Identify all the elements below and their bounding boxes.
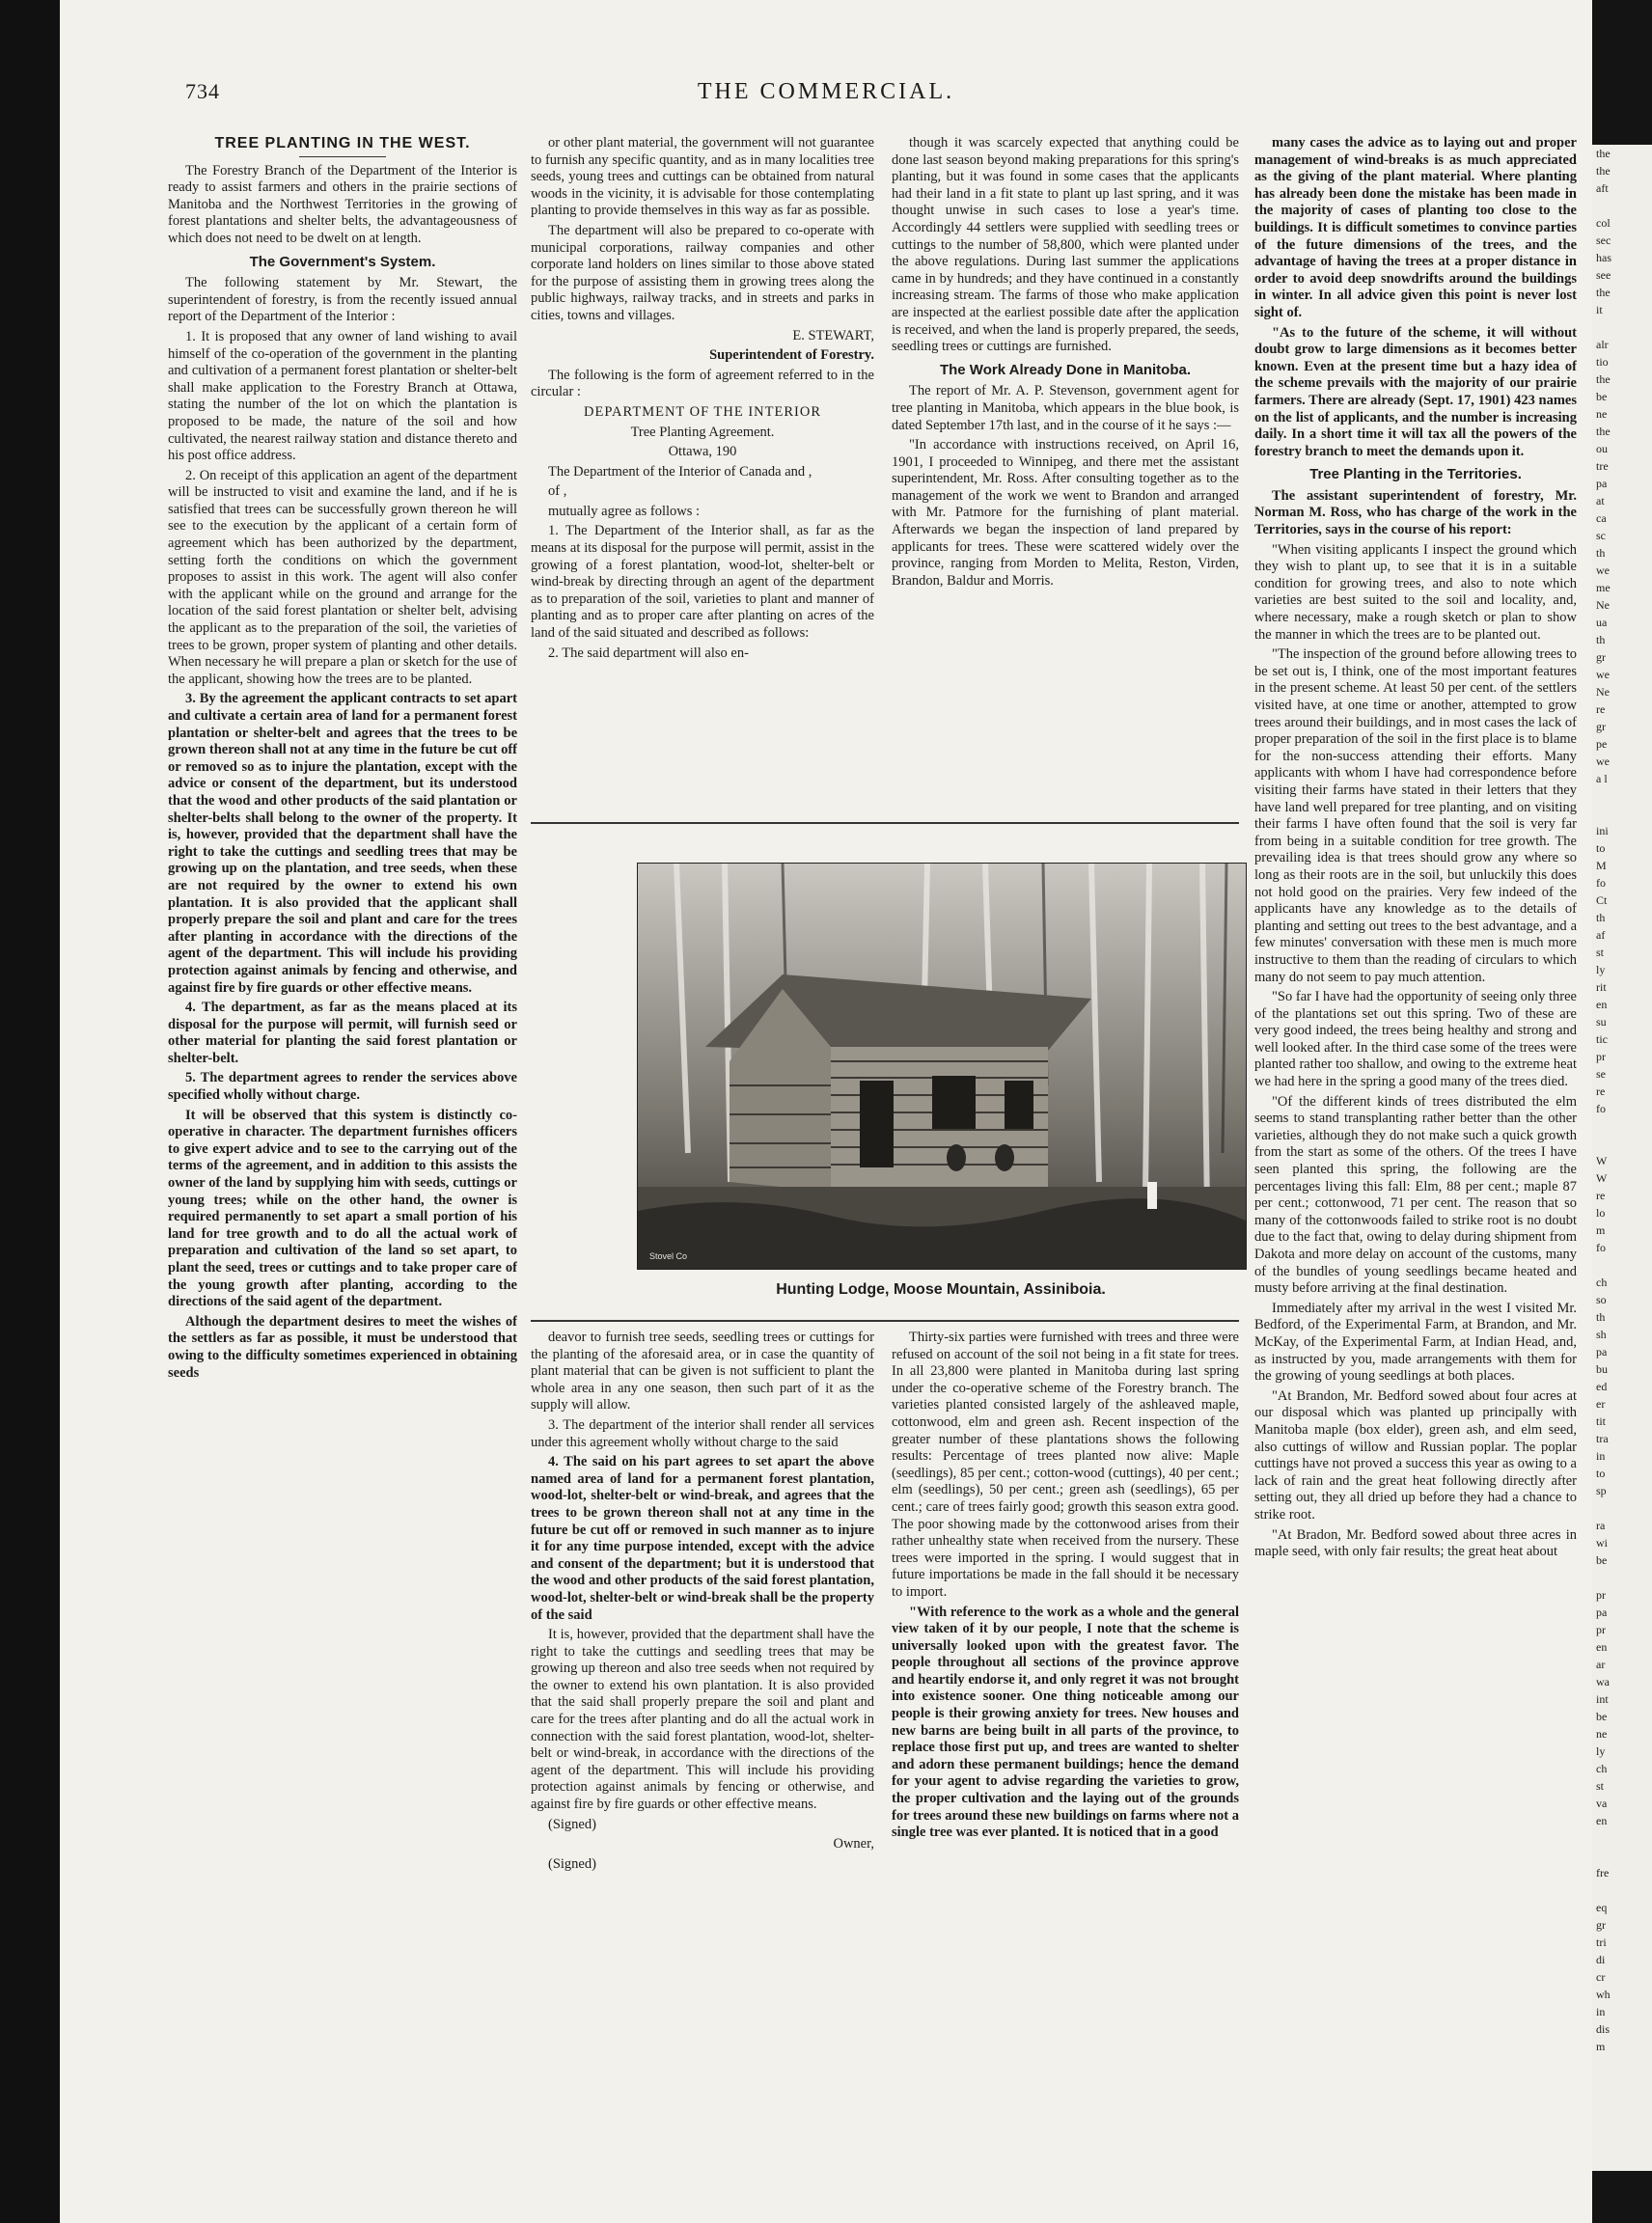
adjacent-page-line: see [1596, 268, 1611, 282]
adjacent-page-line: ch [1596, 1276, 1608, 1289]
adjacent-page-line: va [1596, 1797, 1608, 1810]
adjacent-page-line: m [1596, 1223, 1606, 1237]
engraver-mark: Stovel Co [649, 1251, 688, 1261]
paragraph: Although the department desires to meet the wishes of the settlers as far as possible, it must be understood that owing to the difficulty sometimes experienced in obtaining seeds [168, 1313, 517, 1381]
adjacent-page-line: re [1596, 1084, 1606, 1098]
adjacent-page-line [1592, 1881, 1652, 1899]
paragraph: "The inspection of the ground before allowing trees to be set out is, I think, one of the most important features in the present scheme. At least 50 per cent. of the settlers visited have, at one time or another, attempted to grow trees around their buildings, and in most cases the lack of proper preparation of the soil in the first place is to blame for the non-success attending their efforts. Many applicants with whom I have had correspondence before visiting their farms have stated in their letters that they have land well prepared for tree planting, and on visiting their farms I have often found that the soil is very far from being in a suitable condition for tree growth. The prevailing idea is that trees should grow any where so long as their roots are in the soil, but unluckily this does not hold good on the prairies. Very few indeed of the applicants have any knowledge as to the details of planting and setting out trees to the best advantage, and a few minutes' conversation with these men is much more instructive to them than the reading of circulars to which many do not seem to pay much attention. [1254, 646, 1577, 985]
adjacent-page-line: me [1596, 581, 1611, 594]
paragraph: many cases the advice as to laying out and proper management of wind-breaks is as much appreciated as the giving of the plant material. Where planting has already been done the mistake has been made in the majority of cases of planting too close to the buildings. It is difficult sometimes to convince parties of the future dimensions of the trees, and the advantage of having the trees at a proper distance in order to avoid deep snowdrifts around the buildings in winter. In all advice given this point is never lost sight of. [1254, 135, 1577, 320]
paragraph: or other plant material, the government will not guarantee to furnish any specific quantity, and as in many localities tree seeds, young trees and cuttings can be obtained from natural woods in the vicinity, it is advisable for those contemplating planting to provide themselves in this way as far as possible. [531, 135, 874, 219]
column-3-top [892, 135, 1239, 810]
section-rule [531, 1320, 1239, 1322]
adjacent-page-line [1592, 1256, 1652, 1274]
adjacent-page-line: tic [1596, 1032, 1608, 1046]
subheading: The Work Already Done in Manitoba. [939, 361, 1192, 378]
adjacent-page-line: re [1596, 702, 1606, 716]
adjacent-page-line: sh [1596, 1328, 1607, 1341]
adjacent-page-line: Ct [1596, 893, 1608, 907]
adjacent-page-line: sp [1596, 1484, 1607, 1497]
adjacent-page-line: wh [1596, 1988, 1611, 2001]
adjacent-page-line: tio [1596, 355, 1609, 369]
article-title: TREE PLANTING IN THE WEST. [214, 135, 471, 151]
adjacent-page-line: ar [1596, 1658, 1606, 1671]
running-header [60, 79, 1592, 118]
adjacent-page-line: W [1596, 1171, 1608, 1185]
adjacent-page-line: ne [1596, 407, 1608, 421]
adjacent-page-line [1592, 318, 1652, 336]
adjacent-page-line: Ne [1596, 598, 1610, 612]
adjacent-page-line: pr [1596, 1623, 1606, 1636]
paragraph: 5. The department agrees to render the services above specified wholly without charge. [168, 1070, 517, 1104]
form-heading: DEPARTMENT OF THE INTERIOR [584, 403, 821, 420]
form-line: mutually agree as follows : [548, 503, 701, 519]
hunting-lodge-photo [637, 863, 1247, 1270]
adjacent-page-line: int [1596, 1692, 1609, 1706]
paragraph: 3. By the agreement the applicant contracts to set apart and cultivate a certain area of land for a permanent forest plantation or shelter-belt and agrees that the trees to be grown thereon shall not at any time in the future be cut off or removed so as to injure the plantation, except with the advice or consent of the department, but its understood that the wood and other products of the said plantation or shelter-belts shall belong to the owner of the property. It is, however, provided that the department shall have the right to take the cuttings and seedling trees that may be growing up on the plantation, and tree seeds, when these are not required by the owner to extend his own plantation. It is also provided that the applicant shall properly prepare the soil and plant and care for the trees after planting in accordance with the directions of the agent of the department. This will include his providing protection against animals by fencing and otherwise, and against fire by fire guards or other effective means. [168, 691, 517, 996]
adjacent-page-line: pa [1596, 477, 1608, 490]
adjacent-page-line: ly [1596, 963, 1606, 976]
adjacent-page-line: ou [1596, 442, 1608, 455]
adjacent-page-line: ly [1596, 1744, 1606, 1758]
adjacent-page-line: rit [1596, 980, 1607, 994]
adjacent-page-line: st [1596, 1779, 1605, 1793]
adjacent-page-line: gr [1596, 720, 1606, 733]
paragraph: "So far I have had the opportunity of seeing only three of the plantations set out this spring. Two of these are very good indeed, the trees being healthy and strong and well looked after. In the third case some of the trees were planted rather too shallow, and owing to the extreme heat we had here in the spring a good many of the trees died. [1254, 989, 1577, 1090]
adjacent-page-fragment [1592, 145, 1652, 2171]
adjacent-page-line: to [1596, 1467, 1606, 1480]
paragraph: 4. The department, as far as the means placed at its disposal for the purpose will permit, will furnish seed or other material for planting the said forest plantation or shelter-belt. [168, 1000, 517, 1066]
adjacent-page-line [1592, 1829, 1652, 1847]
adjacent-page-line: in [1596, 1449, 1606, 1463]
signature-line: (Signed) [548, 1816, 596, 1832]
paragraph: The Forestry Branch of the Department of the Interior is ready to assist farmers and others in the prairie sections of Manitoba and the Northwest Territories in the growing of forest plantations and shelter belts, the advantageousness of which does not need to be dwelt on at length. [168, 162, 517, 246]
adjacent-page-line: fre [1596, 1866, 1610, 1880]
adjacent-page-line: th [1596, 546, 1606, 560]
signature-line: (Signed) [548, 1855, 596, 1872]
paragraph: 2. On receipt of this application an agent of the department will be instructed to visit and examine the land, and if he is satisfied that trees can be successfully grown thereon he will see to the execution by the applicant of a certain form of agreement which has been authorized by the department, setting forth the conditions on which the government proposes to assist in this work. The agent will also confer with the applicant while on the ground and arrange for the location of the said forest plantation or shelter belt, advising the applicant as to the preparation of the soil, the varieties of trees to be grown, proper system of planting and other details. When necessary he will prepare a plan or sketch for the use of the applicant, showing how the trees are to be planted. [168, 467, 517, 687]
column-2-top [531, 135, 874, 810]
adjacent-page-line [1592, 1499, 1652, 1517]
adjacent-page-line: pa [1596, 1606, 1608, 1619]
adjacent-page-line: pe [1596, 737, 1608, 751]
subheading: Tree Planting in the Territories. [1309, 466, 1522, 483]
paragraph: deavor to furnish tree seeds, seedling trees or cuttings for the planting of the aforesaid area, or in case the quantity of plant material that can be given is not sufficient to plant the whole area in any one season, then such part of it as the supply will allow. [531, 1330, 874, 1413]
adjacent-page-line: to [1596, 841, 1606, 855]
paragraph: 3. The department of the interior shall render all services under this agreement wholly without charge to the said [531, 1416, 874, 1450]
form-line: The Department of the Interior of Canada and , [548, 463, 812, 480]
adjacent-page-line: be [1596, 1710, 1608, 1723]
paragraph: though it was scarcely expected that anything could be done last season beyond making preparations for this spring's planting, but it was found in some cases that the applicants had their land in a fit state to plant up last spring, and it was thought unwise in such cases to lose a year's time. Accordingly 44 settlers were supplied with seedling trees or cuttings to the number of 58,800, which were planted under the above regulations. During last summer the applications came in by hundreds; and they have continued in a constantly increasing stream. The farms of those who make application are inspected at the earliest possible date after the application is received, and when the land is properly prepared, the seeds, seedling trees or cuttings are furnished. [892, 135, 1239, 355]
adjacent-page-line: the [1596, 425, 1611, 438]
adjacent-page-line: we [1596, 668, 1610, 681]
adjacent-page-line [1592, 197, 1652, 214]
adjacent-page-line: wa [1596, 1675, 1610, 1688]
adjacent-page-line [1592, 787, 1652, 805]
adjacent-page-line: pr [1596, 1588, 1606, 1602]
adjacent-page-line: th [1596, 633, 1606, 646]
paragraph: "At Bradon, Mr. Bedford sowed about three acres in maple seed, with only fair results; the great heat about [1254, 1526, 1577, 1560]
adjacent-page-line: su [1596, 1015, 1607, 1029]
adjacent-page-line: m [1596, 2040, 1606, 2053]
adjacent-page-line: ra [1596, 1519, 1606, 1532]
adjacent-page-line: be [1596, 390, 1608, 403]
adjacent-page-line: fo [1596, 876, 1606, 890]
publication-title: THE COMMERCIAL. [697, 79, 955, 104]
form-subheading: Tree Planting Agreement. [630, 424, 775, 440]
adjacent-page-line: tre [1596, 459, 1609, 473]
adjacent-page-line: col [1596, 216, 1611, 230]
adjacent-page-line: in [1596, 2005, 1606, 2018]
paragraph: The report of Mr. A. P. Stevenson, government agent for tree planting in Manitoba, which appears in the blue book, is dated September 17th last, and in the course of it he says :— [892, 383, 1239, 433]
adjacent-page-line: eq [1596, 1901, 1608, 1914]
adjacent-page-line: er [1596, 1397, 1606, 1411]
column-3-bottom [892, 1330, 1239, 2092]
paragraph: "As to the future of the scheme, it will without doubt grow to large dimensions as it becomes better known. Even at the present time but a hazy idea of the scheme prevails with the majority of our prairie farmers. There are already (Sept. 17, 1901) 423 names on the list of applicants, and the number is increasing daily. In a short time it will tax all the powers of the forestry branch to meet the demands upon it. [1254, 324, 1577, 459]
adjacent-page-line: di [1596, 1953, 1606, 1966]
column-2-bottom [531, 1330, 874, 2092]
adjacent-page-line: at [1596, 494, 1605, 508]
adjacent-page-line: so [1596, 1293, 1607, 1306]
adjacent-page-line: en [1596, 1640, 1608, 1654]
paragraph: "When visiting applicants I inspect the ground which they wish to plant up, to see that it is in a suitable condition for growing trees, and also to note which varieties are best suited to the soil and locality, and, where necessary, make a rough sketch or plan to show the manner in which the trees are to be planted out. [1254, 541, 1577, 643]
adjacent-page-line: th [1596, 911, 1606, 924]
adjacent-page-line: fo [1596, 1241, 1606, 1254]
adjacent-page-line: has [1596, 251, 1611, 264]
adjacent-page-line: the [1596, 372, 1611, 386]
adjacent-page-line: wi [1596, 1536, 1608, 1550]
adjacent-page-line: be [1596, 1553, 1608, 1567]
adjacent-page-line: we [1596, 755, 1610, 768]
adjacent-page-line: dis [1596, 2022, 1611, 2036]
adjacent-page-line: sec [1596, 233, 1611, 247]
adjacent-page-line: pr [1596, 1050, 1606, 1063]
section-rule [531, 822, 1239, 824]
adjacent-page-line: tit [1596, 1414, 1607, 1428]
adjacent-page-line: lo [1596, 1206, 1606, 1220]
form-clause: 2. The said department will also en- [548, 645, 749, 661]
adjacent-page-line: af [1596, 928, 1606, 942]
form-place: Ottawa, 190 [668, 444, 737, 460]
photo-caption: Hunting Lodge, Moose Mountain, Assiniboia. [776, 1281, 1106, 1298]
adjacent-page-line: gr [1596, 650, 1606, 664]
newspaper-page [60, 0, 1592, 2223]
adjacent-page-line [1592, 1135, 1652, 1152]
column-1 [168, 135, 517, 2094]
adjacent-page-line [1592, 805, 1652, 822]
adjacent-page-line: Ne [1596, 685, 1610, 699]
page-number: 734 [185, 79, 220, 103]
subheading: The Government's System. [249, 253, 436, 270]
signature-name: E. STEWART, [792, 327, 874, 343]
adjacent-page-line: se [1596, 1067, 1606, 1081]
owner-label: Owner, [833, 1836, 874, 1852]
adjacent-page-line: re [1596, 1189, 1606, 1202]
paragraph: "Of the different kinds of trees distributed the elm seems to stand transplanting rather better than the other varieties, although they do not make such a quick growth from the start as some of the others. Of the trees I have seen planted this spring, the following are the percentages living this fall: Elm, 88 per cent.; maple 87 per cent.; cottonwood, 71 per cent. The reason that so many of the cottonwoods failed to strike root is no doubt due to the fact that, owing to delay during shipment from Dakota and more delay on account of the customs, many of the bundles of young seedlings became heated and musty before arriving at the final destination. [1254, 1093, 1577, 1297]
paragraph: "In accordance with instructions received, on April 16, 1901, I proceeded to Winnipeg, and there met the assistant superintendent, Mr. Ross. After consulting together as to the management of the work we went to Brandon and arranged with Mr. Patmore for the furnishing of plant material. Afterwards we began the inspection of land prepared by applicants for trees. These were scattered widely over the province, ranging from Morden to Melita, Reston, Virden, Brandon, Baldur and Morris. [892, 437, 1239, 589]
paragraph: "At Brandon, Mr. Bedford sowed about four acres at our disposal which was planted up principally with Manitoba maple (box elder), green ash, and elm seed, also cuttings of willow and Russian poplar. The poplar cuttings have not proved a success this year as owing to a lack of rain and the great heat following directly after setting out, they all dried up before they had a chance to strike root. [1254, 1387, 1577, 1523]
adjacent-page-line: ch [1596, 1762, 1608, 1775]
divider [299, 156, 386, 157]
adjacent-page-line: pa [1596, 1345, 1608, 1358]
adjacent-page-line: cr [1596, 1970, 1606, 1984]
adjacent-page-line: the [1596, 164, 1611, 178]
adjacent-page-line: we [1596, 563, 1610, 577]
paragraph: The assistant superintendent of forestry, Mr. Norman M. Ross, who has charge of the work in the Territories, says in the course of his report: [1254, 487, 1577, 538]
adjacent-page-line: tra [1596, 1432, 1609, 1445]
adjacent-page-line: th [1596, 1310, 1606, 1324]
adjacent-page-line: W [1596, 1154, 1608, 1167]
book-binding-shadow [0, 0, 60, 2223]
paragraph: The following statement by Mr. Stewart, the superintendent of forestry, is from the recently issued annual report of the Department of the Interior : [168, 275, 517, 325]
adjacent-page-line: the [1596, 286, 1611, 299]
paragraph: 1. It is proposed that any owner of land wishing to avail himself of the co-operation of the government in the planting and cultivation of a permanent forest plantation or shelter-belt shall make application to the Forestry Branch at Ottawa, stating the number of the lot on which the plantation is proposed to be made, the nature of the soil and how cultivated, the nearest railway station and distance thereto and his post office address. [168, 328, 517, 464]
form-clause: 1. The Department of the Interior shall, as far as the means at its disposal for the purpose will permit, assist in the growing of a forest plantation, wood-lot, shelter-belt or wind-break by directing through an agent of the department as to preparation of the soil, varieties to plant and manner of planting and as to proper care after planting on acres of the land of the said situated and described as follows: [531, 523, 874, 642]
adjacent-page-line: a l [1596, 772, 1608, 785]
adjacent-page-line: st [1596, 946, 1605, 959]
adjacent-page-line: ini [1596, 824, 1609, 837]
adjacent-page-line: ua [1596, 616, 1608, 629]
adjacent-page-line: alr [1596, 338, 1609, 351]
adjacent-page-line: it [1596, 303, 1603, 316]
adjacent-page-line: aft [1596, 181, 1609, 195]
adjacent-page-line: tri [1596, 1935, 1607, 1949]
adjacent-page-line: sc [1596, 529, 1606, 542]
paragraph: It will be observed that this system is distinctly co-operative in character. The department furnishes officers to give expert advice and to see to the carrying out of the terms of the agreement, and in addition to this assists the owner of the land by supplying him with seeds, cuttings or young trees; while on the other hand, the owner is required permanently to set apart a small portion of his land for tree growth and to do all the actual work of preparation and cultivation of the land so set apart, to plant the seed, trees or cuttings and to take proper care of the young growth after planting, according to the directions of the said agent of the department. [168, 1107, 517, 1310]
paragraph: It is, however, provided that the department shall have the right to take the cuttings and seedling trees that may be growing up thereon and also tree seeds when not required by the owner to extend his own plantation. It is also provided that the said shall properly prepare the soil and plant and care for the trees after planting and do all the actual work in connection with the said forest plantation, wood-lot, shelter-belt or wind-break, in accordance with the directions of the agent of the department. This will include his providing protection against animals by fencing or otherwise, and against fire by fire guards or other effective means. [531, 1627, 874, 1813]
adjacent-page-line: M [1596, 859, 1607, 872]
column-4 [1254, 135, 1577, 2094]
adjacent-page-line: en [1596, 1814, 1608, 1827]
adjacent-page-line: ed [1596, 1380, 1608, 1393]
paragraph: The following is the form of agreement referred to in the circular : [531, 367, 874, 400]
paragraph: Immediately after my arrival in the west I visited Mr. Bedford, of the Experimental Farm, at Brandon, and Mr. McKay, of the Experimental Farm, at Indian Head, and, as instructed by you, made arrangements with them for the growing of young seedlings at both places. [1254, 1300, 1577, 1385]
adjacent-page-line: fo [1596, 1102, 1606, 1115]
adjacent-page-line: ne [1596, 1727, 1608, 1741]
adjacent-page-line: en [1596, 998, 1608, 1011]
adjacent-page-line [1592, 1569, 1652, 1586]
adjacent-page-line: the [1596, 147, 1611, 160]
adjacent-page-line [1592, 1117, 1652, 1135]
paragraph: 4. The said on his part agrees to set apart the above named area of land for a permanent forest plantation, wood-lot, shelter-belt or wind-break, and agrees that the trees to be grown thereon shall not at any time in the future be cut off or removed in such manner as to injure it for any time purpose intended, except with the advice and consent of the department; but it is understood that the wood and other products of the said forest plantation, wood-lot, shelter-belt or wind-break shall be the property of the said [531, 1454, 874, 1623]
photo-illustration [638, 864, 1246, 1269]
form-line: of , [548, 483, 567, 500]
signature-title: Superintendent of Forestry. [709, 347, 874, 364]
adjacent-page-line [1592, 1847, 1652, 1864]
paragraph: The department will also be prepared to co-operate with municipal corporations, railway companies and other corporate land holders on lines similar to those above stated for the purpose of assisting them in growing trees along the public highways, railway tracks, and in streets and parks in cities, towns and villages. [531, 222, 874, 323]
paragraph: "With reference to the work as a whole and the general view taken of it by our people, I note that the scheme is universally looked upon with the greatest favor. The people throughout all sections of the province approve and heartily endorse it, and only regret it was not brought into existence sooner. One thing noticeable among our people is their growing anxiety for trees. New houses and new barns are being built in all parts of the province, to replace those first put up, and trees are wanted to shelter and adorn these permanent buildings; hence the demand for your agent to advise regarding the varieties to grow, the proper cultivation and the laying out of the grounds for trees around these new buildings on farms where not a single tree was ever planted. It is noticed that in a good [892, 1604, 1239, 1841]
adjacent-page-line: ca [1596, 511, 1607, 525]
adjacent-page-line: bu [1596, 1362, 1608, 1376]
adjacent-page-line: gr [1596, 1918, 1606, 1932]
paragraph: Thirty-six parties were furnished with trees and three were refused on account of the soil not being in a fit state for trees. In all 23,800 were planted in Manitoba during last spring under the co-operative scheme of the Forestry branch. The varieties planted consisted largely of the ashleaved maple, cottonwood, elm and green ash. Recent inspection of the greater number of these plantations shows the following results: Percentage of trees planted now alive: Maple (seedlings), 85 per cent.; cotton-wood (cuttings), 40 per cent.; elm (seedlings), 50 per cent.; green ash (seedlings), 65 per cent.; care of trees fairly good; growth this season extra good. The poor showing made by the cottonwood arises from their rather unhealthy state when received from the nursery. These trees were imported in the spring. I would suggest that in future importations be made in the fall should it be necessary to import. [892, 1330, 1239, 1600]
